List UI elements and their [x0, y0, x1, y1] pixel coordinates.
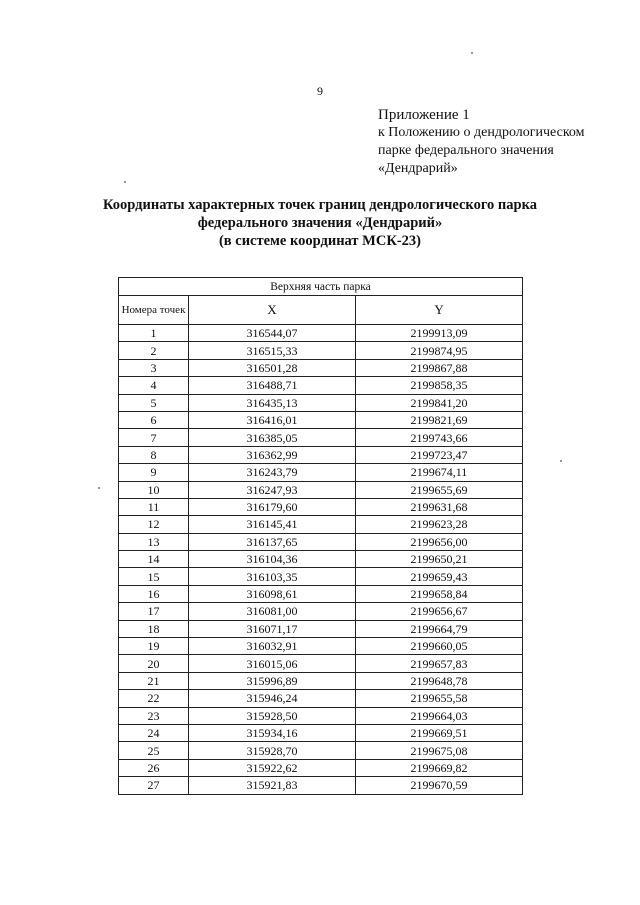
point-number-cell: 24	[119, 724, 189, 741]
document-title-line: (в системе координат МСК-23)	[218, 233, 422, 249]
point-number-cell: 23	[119, 707, 189, 724]
table-row	[119, 429, 523, 446]
y-coordinate-cell: 2199648,78	[356, 672, 523, 689]
point-number-cell: 9	[119, 464, 189, 481]
y-coordinate-cell: 2199821,69	[356, 411, 523, 428]
x-coordinate-cell: 316247,93	[189, 481, 356, 498]
y-coordinate-cell: 2199657,83	[356, 655, 523, 672]
y-coordinate-cell: 2199841,20	[356, 394, 523, 411]
table-row	[119, 551, 523, 568]
point-number-cell: 3	[119, 359, 189, 376]
table-row	[119, 777, 523, 794]
coordinates-table	[118, 277, 523, 795]
table-row	[119, 533, 523, 550]
table-row	[119, 377, 523, 394]
header-x: X	[189, 296, 356, 325]
point-number-cell: 20	[119, 655, 189, 672]
point-number-cell: 6	[119, 411, 189, 428]
table-row	[119, 620, 523, 637]
header-point-number: Номера точек	[119, 296, 189, 325]
y-coordinate-cell: 2199656,00	[356, 533, 523, 550]
y-coordinate-cell: 2199631,68	[356, 498, 523, 515]
y-coordinate-cell: 2199874,95	[356, 342, 523, 359]
scan-speck	[124, 181, 126, 183]
point-number-cell: 22	[119, 690, 189, 707]
y-coordinate-cell: 2199674,11	[356, 464, 523, 481]
table-row	[119, 568, 523, 585]
y-coordinate-cell: 2199655,69	[356, 481, 523, 498]
table-row	[119, 742, 523, 759]
table-row	[119, 359, 523, 376]
document-title-line: федерального значения «Дендрарий»	[197, 215, 443, 231]
y-coordinate-cell: 2199743,66	[356, 429, 523, 446]
y-coordinate-cell: 2199913,09	[356, 325, 523, 342]
x-coordinate-cell: 316179,60	[189, 498, 356, 515]
y-coordinate-cell: 2199655,58	[356, 690, 523, 707]
header-y: Y	[356, 296, 523, 325]
y-coordinate-cell: 2199669,51	[356, 724, 523, 741]
x-coordinate-cell: 316015,06	[189, 655, 356, 672]
y-coordinate-cell: 2199670,59	[356, 777, 523, 794]
x-coordinate-cell: 316104,36	[189, 551, 356, 568]
point-number-cell: 26	[119, 759, 189, 776]
x-coordinate-cell: 316385,05	[189, 429, 356, 446]
x-coordinate-cell: 315921,83	[189, 777, 356, 794]
table-row	[119, 342, 523, 359]
y-coordinate-cell: 2199675,08	[356, 742, 523, 759]
annex-line: к Положению о дендрологическом	[378, 125, 585, 140]
table-row	[119, 638, 523, 655]
x-coordinate-cell: 316243,79	[189, 464, 356, 481]
table-row	[119, 394, 523, 411]
point-number-cell: 19	[119, 638, 189, 655]
point-number-cell: 15	[119, 568, 189, 585]
x-coordinate-cell: 316435,13	[189, 394, 356, 411]
x-coordinate-cell: 315996,89	[189, 672, 356, 689]
x-coordinate-cell: 315928,70	[189, 742, 356, 759]
x-coordinate-cell: 315928,50	[189, 707, 356, 724]
x-coordinate-cell: 316501,28	[189, 359, 356, 376]
x-coordinate-cell: 315946,24	[189, 690, 356, 707]
y-coordinate-cell: 2199659,43	[356, 568, 523, 585]
x-coordinate-cell: 316145,41	[189, 516, 356, 533]
table-section-caption-row	[119, 278, 523, 296]
table-row	[119, 411, 523, 428]
y-coordinate-cell: 2199656,67	[356, 603, 523, 620]
x-coordinate-cell: 316081,00	[189, 603, 356, 620]
annex-title: Приложение 1	[378, 107, 470, 123]
point-number-cell: 25	[119, 742, 189, 759]
y-coordinate-cell: 2199660,05	[356, 638, 523, 655]
x-coordinate-cell: 316098,61	[189, 585, 356, 602]
point-number-cell: 12	[119, 516, 189, 533]
scan-speck	[98, 487, 100, 489]
y-coordinate-cell: 2199664,79	[356, 620, 523, 637]
point-number-cell: 11	[119, 498, 189, 515]
point-number-cell: 4	[119, 377, 189, 394]
x-coordinate-cell: 315922,62	[189, 759, 356, 776]
point-number-cell: 18	[119, 620, 189, 637]
table-row	[119, 516, 523, 533]
table-row	[119, 464, 523, 481]
annex-block	[378, 106, 585, 178]
x-coordinate-cell: 316416,01	[189, 411, 356, 428]
point-number-cell: 14	[119, 551, 189, 568]
point-number-cell: 5	[119, 394, 189, 411]
document-title	[0, 196, 640, 250]
x-coordinate-cell: 316488,71	[189, 377, 356, 394]
scan-speck	[471, 52, 473, 54]
table-row	[119, 585, 523, 602]
scan-speck	[560, 460, 562, 462]
y-coordinate-cell: 2199623,28	[356, 516, 523, 533]
point-number-cell: 27	[119, 777, 189, 794]
annex-line: парке федерального значения	[378, 143, 554, 158]
x-coordinate-cell: 316362,99	[189, 446, 356, 463]
table-row	[119, 481, 523, 498]
x-coordinate-cell: 316137,65	[189, 533, 356, 550]
page-number: 9	[317, 84, 323, 98]
x-coordinate-cell: 316103,35	[189, 568, 356, 585]
x-coordinate-cell: 315934,16	[189, 724, 356, 741]
table-header-row	[119, 296, 523, 325]
table-row	[119, 603, 523, 620]
y-coordinate-cell: 2199650,21	[356, 551, 523, 568]
table-row	[119, 672, 523, 689]
point-number-cell: 8	[119, 446, 189, 463]
table-row	[119, 498, 523, 515]
table-row	[119, 724, 523, 741]
point-number-cell: 2	[119, 342, 189, 359]
y-coordinate-cell: 2199858,35	[356, 377, 523, 394]
point-number-cell: 13	[119, 533, 189, 550]
table-row	[119, 690, 523, 707]
annex-line: «Дендрарий»	[378, 161, 458, 176]
point-number-cell: 1	[119, 325, 189, 342]
document-title-line: Координаты характерных точек границ дендрологического парка	[103, 197, 537, 213]
y-coordinate-cell: 2199867,88	[356, 359, 523, 376]
point-number-cell: 21	[119, 672, 189, 689]
table-row	[119, 655, 523, 672]
table-body	[119, 325, 523, 795]
x-coordinate-cell: 316071,17	[189, 620, 356, 637]
table-row	[119, 325, 523, 342]
y-coordinate-cell: 2199658,84	[356, 585, 523, 602]
table-row	[119, 446, 523, 463]
y-coordinate-cell: 2199723,47	[356, 446, 523, 463]
table-row	[119, 759, 523, 776]
y-coordinate-cell: 2199669,82	[356, 759, 523, 776]
x-coordinate-cell: 316544,07	[189, 325, 356, 342]
y-coordinate-cell: 2199664,03	[356, 707, 523, 724]
x-coordinate-cell: 316515,33	[189, 342, 356, 359]
table-row	[119, 707, 523, 724]
point-number-cell: 10	[119, 481, 189, 498]
point-number-cell: 7	[119, 429, 189, 446]
x-coordinate-cell: 316032,91	[189, 638, 356, 655]
table-section-caption: Верхняя часть парка	[119, 278, 523, 296]
point-number-cell: 16	[119, 585, 189, 602]
point-number-cell: 17	[119, 603, 189, 620]
